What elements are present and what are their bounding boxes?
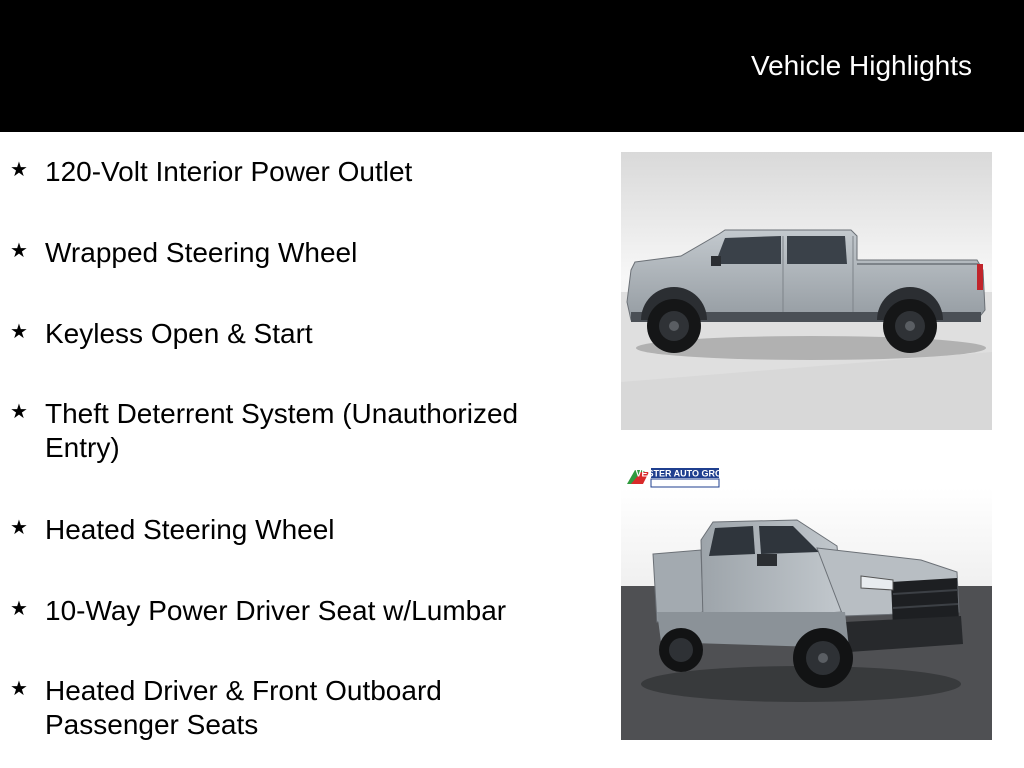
highlight-text: Keyless Open & Start bbox=[45, 318, 313, 349]
highlight-text: Heated Steering Wheel bbox=[45, 514, 335, 545]
star-icon: ★ bbox=[10, 399, 28, 423]
list-item bbox=[10, 594, 570, 628]
list-item bbox=[10, 397, 570, 465]
highlight-text: Heated Driver & Front Outboard Passenger Seats bbox=[45, 675, 442, 740]
star-icon: ★ bbox=[10, 596, 28, 620]
list-item bbox=[10, 236, 570, 270]
list-item bbox=[10, 155, 570, 189]
highlight-text: Theft Deterrent System (Unauthorized Entry) bbox=[45, 398, 519, 463]
star-icon: ★ bbox=[10, 515, 28, 539]
list-item bbox=[10, 674, 570, 742]
star-icon: ★ bbox=[10, 676, 28, 700]
star-icon: ★ bbox=[10, 157, 28, 181]
truck-side-photo bbox=[621, 152, 992, 430]
svg-text:VESTER AUTO GROUP: VESTER AUTO GROUP bbox=[635, 468, 735, 479]
highlight-text: 120-Volt Interior Power Outlet bbox=[45, 156, 413, 187]
star-icon: ★ bbox=[10, 238, 28, 262]
truck-front-photo bbox=[621, 462, 992, 740]
list-item bbox=[10, 317, 570, 351]
page-title: Vehicle Highlights bbox=[750, 50, 972, 81]
star-icon: ★ bbox=[10, 319, 28, 343]
list-item bbox=[10, 513, 570, 547]
highlight-text: 10-Way Power Driver Seat w/Lumbar bbox=[45, 595, 507, 626]
highlight-text: Wrapped Steering Wheel bbox=[45, 237, 358, 268]
